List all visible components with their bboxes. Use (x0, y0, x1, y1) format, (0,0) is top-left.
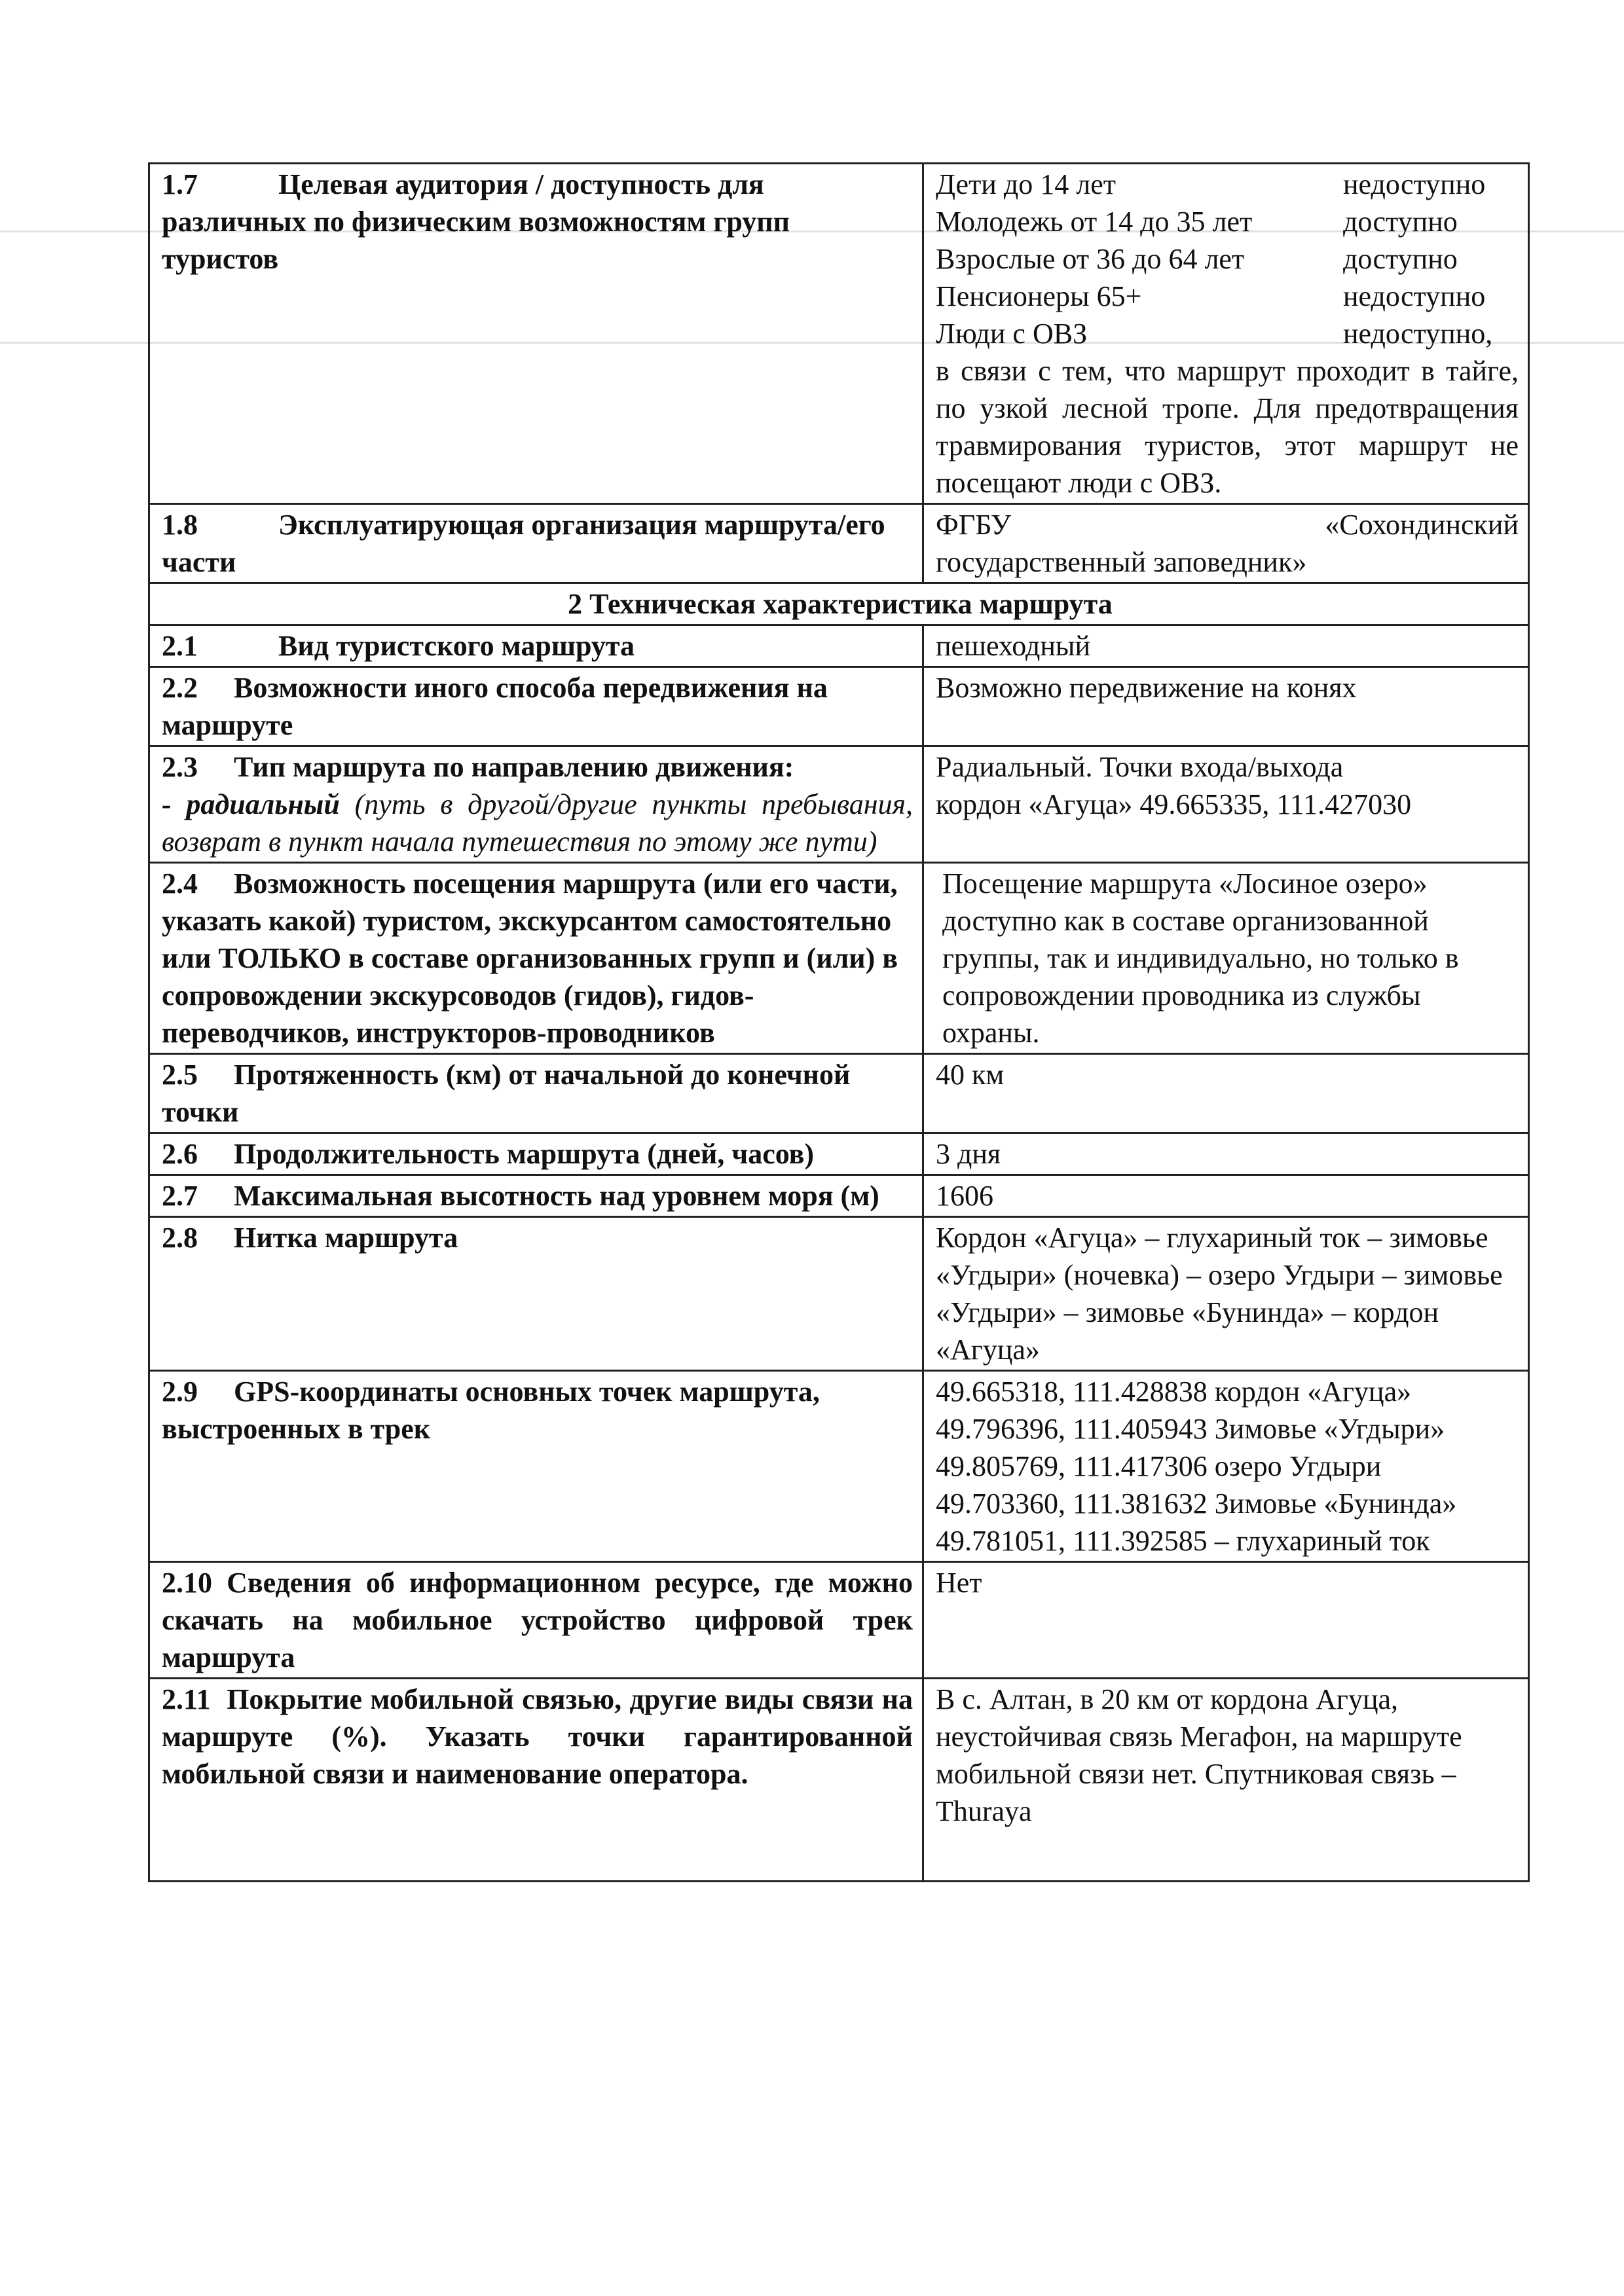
row-label: Возможность посещения маршрута (или его части, указать какой) туристом, экскурсантом самостоятельно или ТОЛЬКО в составе организованных групп и (или) в сопровождении экскурсоводов (гидов), гидов-переводчиков, инструкторов-проводников (162, 867, 898, 1049)
operator-part: ФГБУ (936, 509, 1012, 541)
row-value: Посещение маршрута «Лосиное озеро» доступно как в составе организованной группы, так и индивидуально, но только в сопровождении проводника из службы охраны. (942, 867, 1459, 1049)
row-label: Протяженность (км) от начальной до конечной точки (162, 1059, 851, 1128)
operator-line (936, 506, 1519, 543)
row-number: 2.8 (162, 1222, 198, 1254)
audience-status: недоступно, (1343, 318, 1493, 350)
row-label: Сведения об информационном ресурсе, где можно скачать на мобильное устройство цифровой трек маршрута (162, 1567, 913, 1673)
section-heading-row (149, 583, 1529, 625)
route-passport-table (148, 162, 1530, 1882)
audience-group: Дети до 14 лет (936, 168, 1116, 200)
row-label: GPS-координаты основных точек маршрута, выстроенных в трек (162, 1376, 820, 1445)
audience-item (936, 203, 1519, 240)
row-value-cell (923, 667, 1529, 746)
row-value-cell (923, 863, 1529, 1054)
audience-group: Люди с ОВЗ (936, 318, 1088, 350)
gps-point: 49.703360, 111.381632 Зимовье «Бунинда» (936, 1487, 1457, 1520)
row-value: кордон «Агуца» 49.665335, 111.427030 (936, 788, 1412, 820)
audience-group: Взрослые от 36 до 64 лет (936, 243, 1245, 275)
row-label-cell (149, 1679, 923, 1882)
audience-item (936, 278, 1519, 315)
row-number: 2.3 (162, 751, 198, 783)
audience-item (936, 166, 1519, 203)
row-value-cell (923, 1175, 1529, 1217)
row-label-cell (149, 667, 923, 746)
row-value: 3 дня (936, 1138, 1001, 1170)
row-label-cell (149, 1371, 923, 1562)
row-value-cell (923, 1217, 1529, 1371)
audience-status: недоступно (1343, 280, 1486, 312)
gps-point: 49.796396, 111.405943 Зимовье «Угдыри» (936, 1413, 1445, 1445)
table-row (149, 1217, 1529, 1371)
row-label: Максимальная высотность над уровнем моря (м) (234, 1180, 879, 1212)
row-value: Кордон «Агуца» – глухариный ток – зимовье «Угдыри» (ночевка) – озеро Угдыри – зимовье «Угдыри» – зимовье «Бунинда» – кордон «Агуца» (936, 1222, 1503, 1366)
row-value-cell (923, 1054, 1529, 1133)
row-number: 1.7 (162, 168, 198, 200)
row-number: 2.11 (162, 1683, 211, 1715)
row-label-cell (149, 1217, 923, 1371)
row-label-cell (149, 863, 923, 1054)
row-label-cell (149, 1133, 923, 1175)
audience-group: Молодежь от 14 до 35 лет (936, 206, 1253, 238)
operator-part: «Сохондинский (1325, 509, 1519, 541)
row-value: 40 км (936, 1059, 1005, 1091)
table-row (149, 1175, 1529, 1217)
table-row (149, 1054, 1529, 1133)
table-row (149, 1133, 1529, 1175)
gps-point: 49.805769, 111.417306 озеро Угдыри (936, 1450, 1382, 1482)
row-value: пешеходный (936, 630, 1091, 662)
section-heading: 2 Техническая характеристика маршрута (149, 583, 1529, 625)
row-value: 1606 (936, 1180, 993, 1212)
row-number: 2.4 (162, 867, 198, 900)
table-row (149, 504, 1529, 583)
row-label: Целевая аудитория / доступность для различных по физическим возможностям групп туристов (162, 168, 790, 275)
table-row (149, 863, 1529, 1054)
row-label-cell (149, 1562, 923, 1679)
table-row (149, 164, 1529, 504)
row-number: 2.2 (162, 672, 198, 704)
row-number: 1.8 (162, 509, 198, 541)
row-label: Тип маршрута по направлению движения: (234, 751, 794, 783)
row-label: Эксплуатирующая организация маршрута/его части (162, 509, 885, 578)
row-label: Возможности иного способа передвижения на маршруте (162, 672, 828, 741)
table-row (149, 1371, 1529, 1562)
row-label: Вид туристского маршрута (278, 630, 635, 662)
row-value: Радиальный. Точки входа/выхода (936, 751, 1344, 783)
row-value-cell (923, 746, 1529, 863)
row-number: 2.5 (162, 1059, 198, 1091)
row-value-cell (923, 1562, 1529, 1679)
audience-note: в связи с тем, что маршрут проходит в тайге, по узкой лесной тропе. Для предотвращения травмирования туристов, этот маршрут не посещают люди с ОВЗ. (936, 355, 1519, 499)
row-number: 2.6 (162, 1138, 198, 1170)
row-value-cell (923, 504, 1529, 583)
row-label-cell (149, 625, 923, 667)
row-value: Нет (936, 1567, 982, 1599)
row-value-cell (923, 1133, 1529, 1175)
gps-point: 49.665318, 111.428838 кордон «Агуца» (936, 1376, 1412, 1408)
row-value-cell (923, 625, 1529, 667)
audience-status: доступно (1343, 243, 1458, 275)
audience-status: доступно (1343, 206, 1458, 238)
gps-point: 49.781051, 111.392585 – глухариный ток (936, 1525, 1430, 1557)
audience-group: Пенсионеры 65+ (936, 280, 1142, 312)
row-label-cell (149, 1054, 923, 1133)
audience-item (936, 315, 1519, 352)
table-row (149, 1562, 1529, 1679)
row-number: 2.1 (162, 630, 198, 662)
row-value: В с. Алтан, в 20 км от кордона Агуца, неустойчивая связь Мегафон, на маршруте мобильной связи нет. Спутниковая связь – Thuraya (936, 1683, 1462, 1827)
row-value: Возможно передвижение на конях (936, 672, 1357, 704)
row-value-cell (923, 1679, 1529, 1882)
row-label: Нитка маршрута (234, 1222, 458, 1254)
table-row (149, 667, 1529, 746)
row-value-cell (923, 164, 1529, 504)
row-label-cell (149, 504, 923, 583)
table-row (149, 1679, 1529, 1882)
row-number: 2.7 (162, 1180, 198, 1212)
row-label-cell (149, 746, 923, 863)
row-number: 2.9 (162, 1376, 198, 1408)
row-label: Покрытие мобильной связью, другие виды связи на маршруте (%). Указать точки гарантированной мобильной связи и наименование оператора. (162, 1683, 913, 1790)
table-row (149, 746, 1529, 863)
audience-item (936, 240, 1519, 278)
row-label-cell (149, 164, 923, 504)
table-row (149, 625, 1529, 667)
row-label: Продолжительность маршрута (дней, часов) (234, 1138, 815, 1170)
row-value-cell (923, 1371, 1529, 1562)
row-label-cell (149, 1175, 923, 1217)
route-type-term: - радиальный (162, 788, 340, 820)
row-number: 2.10 (162, 1567, 212, 1599)
audience-status: недоступно (1343, 168, 1486, 200)
route-type-definition: (путь в другой/другие пункты пребывания, возврат в пункт начала путешествия по этому же пути) (162, 788, 913, 858)
operator-part: государственный заповедник» (936, 546, 1307, 578)
